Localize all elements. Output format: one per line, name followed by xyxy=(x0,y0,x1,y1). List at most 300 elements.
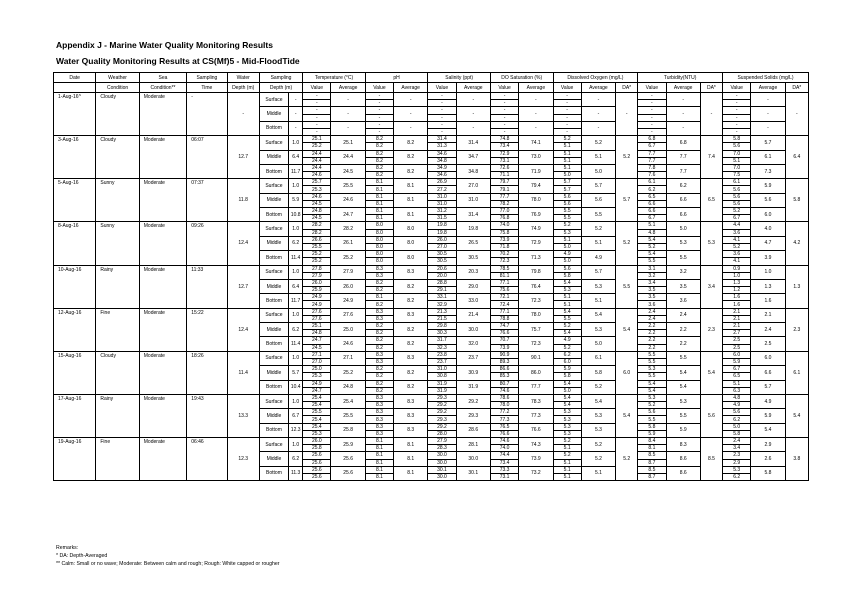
value-cell: 5.1 xyxy=(553,301,581,308)
sampling-time-cell: 06:46 xyxy=(187,438,227,481)
value-cell: 5.4 xyxy=(553,402,581,409)
average-header: Average xyxy=(581,83,615,93)
value-cell: 73.4 xyxy=(490,143,518,150)
value-cell: 25.3 xyxy=(303,186,331,193)
value-cell: - xyxy=(553,107,581,114)
average-cell: 20.3 xyxy=(456,265,490,279)
value-cell: 74.6 xyxy=(490,387,518,394)
value-cell: 1.2 xyxy=(723,287,751,294)
average-cell: 86.0 xyxy=(519,366,553,380)
value-cell: 5.6 xyxy=(723,193,751,200)
weather-cell: Rainy xyxy=(96,265,139,308)
sampling-level-cell: Bottom xyxy=(259,380,288,394)
value-cell: 25.2 xyxy=(303,251,331,258)
depth-averaged-cell: 5.2 xyxy=(616,222,638,265)
average-cell: 77.3 xyxy=(519,409,553,423)
value-cell: 23.7 xyxy=(428,358,456,365)
average-cell: 2.2 xyxy=(666,337,700,351)
average-cell: 1.6 xyxy=(751,294,785,308)
average-cell: - xyxy=(394,107,428,121)
value-cell: - xyxy=(490,100,518,107)
value-cell: 3.4 xyxy=(638,279,666,286)
value-cell: 29.2 xyxy=(428,402,456,409)
value-cell: 30.0 xyxy=(428,452,456,459)
sampling-time-cell: 15:22 xyxy=(187,308,227,351)
value-cell: 24.4 xyxy=(303,150,331,157)
value-cell: 5.4 xyxy=(553,380,581,387)
value-cell: 4.1 xyxy=(723,258,751,265)
average-cell: 26.0 xyxy=(331,279,365,293)
value-cell: 5.3 xyxy=(553,430,581,437)
average-cell: 5.4 xyxy=(581,394,615,408)
sampling-level-cell: Bottom xyxy=(259,164,288,178)
water-depth-cell: 12.7 xyxy=(227,265,259,308)
table-row xyxy=(54,93,809,100)
value-cell: 6.7 xyxy=(723,366,751,373)
value-cell: 8.0 xyxy=(365,251,393,258)
value-cell: 5.5 xyxy=(638,351,666,358)
value-cell: 2.1 xyxy=(723,315,751,322)
value-cell: 76.6 xyxy=(490,430,518,437)
average-cell: 30.0 xyxy=(456,452,490,466)
value-cell: - xyxy=(723,121,751,128)
sampling-depth-cell: 11.3 xyxy=(289,466,303,480)
value-cell: 5.5 xyxy=(553,215,581,222)
value-cell: 2.2 xyxy=(638,337,666,344)
table-row xyxy=(54,265,809,272)
value-cell: 5.8 xyxy=(723,136,751,143)
value-cell: 2.3 xyxy=(723,452,751,459)
value-cell: 25.6 xyxy=(303,473,331,480)
appendix-title: Appendix J - Marine Water Quality Monitoring Results xyxy=(56,40,273,50)
depth-averaged-cell: 5.2 xyxy=(616,438,638,481)
depth-averaged-cell: 7.4 xyxy=(700,136,722,179)
sampling-level-cell: Middle xyxy=(259,323,288,337)
sampling-level-cell: Bottom xyxy=(259,466,288,480)
value-cell: - xyxy=(723,128,751,135)
average-cell: 8.1 xyxy=(394,193,428,207)
value-cell: 8.3 xyxy=(365,423,393,430)
average-cell: - xyxy=(394,121,428,135)
value-cell: 24.8 xyxy=(303,208,331,215)
average-cell: 5.5 xyxy=(666,251,700,265)
value-cell: 81.1 xyxy=(490,272,518,279)
sampling-level-cell: Surface xyxy=(259,179,288,193)
sampling-depth-cell: 6.4 xyxy=(289,150,303,164)
average-cell: 72.3 xyxy=(519,294,553,308)
value-cell: 7.0 xyxy=(723,150,751,157)
value-cell: 5.2 xyxy=(638,402,666,409)
value-cell: 8.3 xyxy=(365,394,393,401)
average-cell: 30.9 xyxy=(456,366,490,380)
value-cell: 5.1 xyxy=(553,466,581,473)
value-cell: - xyxy=(428,93,456,100)
value-cell: 8.1 xyxy=(365,186,393,193)
value-cell: 6.7 xyxy=(723,215,751,222)
value-cell: 28.0 xyxy=(428,430,456,437)
value-cell: 5.2 xyxy=(553,452,581,459)
value-cell: 72.1 xyxy=(490,294,518,301)
average-cell: 74.1 xyxy=(519,136,553,150)
value-cell: 77.3 xyxy=(490,416,518,423)
value-cell: - xyxy=(638,100,666,107)
average-cell: 24.6 xyxy=(331,193,365,207)
average-header: Average xyxy=(331,83,365,93)
value-cell: 2.5 xyxy=(723,344,751,351)
value-cell: 2.1 xyxy=(723,308,751,315)
average-cell: 6.0 xyxy=(751,351,785,365)
value-cell: 1.6 xyxy=(723,301,751,308)
value-cell: 8.5 xyxy=(638,466,666,473)
value-cell: 7.6 xyxy=(638,172,666,179)
value-cell: 8.3 xyxy=(365,265,393,272)
weather-cell: Sunny xyxy=(96,222,139,265)
water-depth-cell: - xyxy=(227,93,259,136)
value-cell: 4.8 xyxy=(638,229,666,236)
column-subheader: Depth (m) xyxy=(259,83,302,93)
value-cell: 8.1 xyxy=(365,473,393,480)
value-cell: 5.1 xyxy=(553,473,581,480)
average-cell: 5.0 xyxy=(581,164,615,178)
value-cell: 5.6 xyxy=(723,200,751,207)
value-cell: 6.5 xyxy=(723,373,751,380)
average-cell: 5.4 xyxy=(666,366,700,380)
value-cell: 8.2 xyxy=(365,279,393,286)
value-cell: 8.1 xyxy=(365,179,393,186)
value-cell: 79.7 xyxy=(490,179,518,186)
sampling-level-cell: Surface xyxy=(259,136,288,150)
value-cell: 5.1 xyxy=(553,157,581,164)
value-header: Value xyxy=(303,83,331,93)
depth-averaged-cell: - xyxy=(700,93,722,136)
average-cell: 29.2 xyxy=(456,394,490,408)
sampling-level-cell: Bottom xyxy=(259,337,288,351)
value-cell: - xyxy=(490,128,518,135)
depth-averaged-cell: 6.5 xyxy=(700,179,722,222)
value-cell: - xyxy=(365,114,393,121)
value-cell: 8.2 xyxy=(365,380,393,387)
value-cell: - xyxy=(365,100,393,107)
value-cell: 26.0 xyxy=(428,236,456,243)
average-cell: 8.6 xyxy=(666,452,700,466)
average-cell: 5.2 xyxy=(581,438,615,452)
average-cell: 78.3 xyxy=(519,394,553,408)
value-cell: 8.2 xyxy=(365,301,393,308)
value-cell: 4.8 xyxy=(723,394,751,401)
date-cell: 15-Aug-16 xyxy=(54,351,96,394)
weather-cell: Cloudy xyxy=(96,93,139,136)
value-cell: 24.4 xyxy=(303,157,331,164)
average-cell: - xyxy=(394,93,428,107)
value-cell: 29.2 xyxy=(428,423,456,430)
value-cell: 30.1 xyxy=(428,466,456,473)
average-cell: 31.0 xyxy=(456,193,490,207)
average-cell: 8.3 xyxy=(666,438,700,452)
column-header: Turbidity(NTU) xyxy=(638,73,723,83)
sampling-time-cell: - xyxy=(187,93,227,136)
water-depth-cell: 11.8 xyxy=(227,179,259,222)
value-cell: 3.6 xyxy=(723,251,751,258)
value-cell: - xyxy=(490,121,518,128)
value-cell: 5.5 xyxy=(553,315,581,322)
value-cell: 5.8 xyxy=(553,272,581,279)
value-cell: - xyxy=(638,93,666,100)
value-cell: 31.0 xyxy=(428,193,456,200)
average-cell: 5.2 xyxy=(581,136,615,150)
water-quality-table xyxy=(53,72,809,481)
value-cell: 34.6 xyxy=(428,172,456,179)
value-cell: 31.5 xyxy=(428,215,456,222)
value-cell: 25.1 xyxy=(303,323,331,330)
average-cell: 24.7 xyxy=(331,208,365,222)
weather-cell: Fine xyxy=(96,308,139,351)
column-header: Sampling xyxy=(187,73,227,83)
average-cell: 76.9 xyxy=(519,208,553,222)
remark-line: * DA: Depth-Averaged xyxy=(56,553,108,559)
table-row xyxy=(54,351,809,358)
value-cell: 8.0 xyxy=(365,229,393,236)
sampling-level-cell: Middle xyxy=(259,366,288,380)
average-cell: 7.7 xyxy=(666,150,700,164)
average-header: Average xyxy=(394,83,428,93)
average-cell: 6.6 xyxy=(751,366,785,380)
average-cell: 8.3 xyxy=(394,409,428,423)
value-cell: 7.0 xyxy=(723,164,751,171)
average-cell: 24.4 xyxy=(331,150,365,164)
value-cell: 5.7 xyxy=(553,186,581,193)
date-cell: 8-Aug-16 xyxy=(54,222,96,265)
table-row xyxy=(54,438,809,445)
value-header: Value xyxy=(553,83,581,93)
average-cell: 8.3 xyxy=(394,351,428,365)
average-cell: 6.0 xyxy=(751,208,785,222)
average-cell: 90.1 xyxy=(519,351,553,365)
value-cell: 29.8 xyxy=(428,323,456,330)
sampling-depth-cell: 1.0 xyxy=(289,136,303,150)
sampling-depth-cell: 10.8 xyxy=(289,208,303,222)
average-cell: 73.2 xyxy=(519,466,553,480)
average-cell: - xyxy=(519,121,553,135)
value-cell: 3.4 xyxy=(723,445,751,452)
depth-averaged-cell: 4.2 xyxy=(785,222,808,265)
depth-averaged-cell: 5.4 xyxy=(700,351,722,394)
value-cell: 34.9 xyxy=(428,164,456,171)
value-cell: 4.4 xyxy=(723,222,751,229)
value-cell: 6.7 xyxy=(638,143,666,150)
value-cell: 90.9 xyxy=(490,351,518,358)
weather-cell: Fine xyxy=(96,438,139,481)
value-cell: 24.4 xyxy=(303,164,331,171)
value-cell: 8.3 xyxy=(365,409,393,416)
value-cell: - xyxy=(553,128,581,135)
value-cell: 8.1 xyxy=(365,200,393,207)
average-cell: 25.6 xyxy=(331,466,365,480)
average-cell: - xyxy=(456,121,490,135)
value-cell: 5.1 xyxy=(553,236,581,243)
depth-averaged-cell: 6.0 xyxy=(616,351,638,394)
sampling-depth-cell: 11.4 xyxy=(289,251,303,265)
average-cell: 5.6 xyxy=(751,193,785,207)
value-cell: 5.7 xyxy=(553,179,581,186)
value-cell: 73.4 xyxy=(490,459,518,466)
sampling-depth-cell: 1.0 xyxy=(289,222,303,236)
value-cell: 0.9 xyxy=(723,265,751,272)
value-cell: 71.1 xyxy=(490,172,518,179)
value-cell: - xyxy=(723,114,751,121)
value-cell: - xyxy=(553,121,581,128)
value-cell: 78.0 xyxy=(490,402,518,409)
value-cell: 5.4 xyxy=(638,251,666,258)
average-cell: 26.1 xyxy=(331,236,365,250)
value-cell: 6.1 xyxy=(638,179,666,186)
sampling-depth-cell: 5.9 xyxy=(289,193,303,207)
value-cell: 27.1 xyxy=(303,351,331,358)
value-cell: 8.3 xyxy=(365,416,393,423)
value-cell: 25.4 xyxy=(303,394,331,401)
average-cell: 8.2 xyxy=(394,164,428,178)
value-cell: 5.3 xyxy=(638,366,666,373)
average-cell: - xyxy=(666,107,700,121)
sampling-level-cell: Middle xyxy=(259,452,288,466)
average-cell: 5.0 xyxy=(666,222,700,236)
depth-averaged-cell: 2.3 xyxy=(785,308,808,351)
average-cell: 6.8 xyxy=(666,136,700,150)
value-cell: 5.3 xyxy=(553,423,581,430)
value-cell: 8.1 xyxy=(365,438,393,445)
value-cell: 2.1 xyxy=(723,323,751,330)
value-cell: 72.3 xyxy=(490,258,518,265)
average-cell: 5.4 xyxy=(581,308,615,322)
value-cell: 34.8 xyxy=(428,157,456,164)
sea-condition-cell: Moderate xyxy=(139,394,186,437)
value-cell: 29.1 xyxy=(428,287,456,294)
value-cell: 27.6 xyxy=(303,315,331,322)
sampling-level-cell: Surface xyxy=(259,222,288,236)
value-cell: 1.0 xyxy=(723,272,751,279)
average-cell: 7.7 xyxy=(666,164,700,178)
table-row xyxy=(54,179,809,186)
value-cell: 3.6 xyxy=(638,301,666,308)
value-cell: 8.2 xyxy=(365,136,393,143)
value-cell: 3.1 xyxy=(638,265,666,272)
average-cell: 6.1 xyxy=(751,150,785,164)
column-header: Sampling xyxy=(259,73,302,83)
depth-averaged-cell: 5.4 xyxy=(616,308,638,351)
average-cell: - xyxy=(581,121,615,135)
value-cell: 71.8 xyxy=(490,243,518,250)
value-cell: 30.0 xyxy=(428,473,456,480)
depth-averaged-cell: 5.6 xyxy=(700,394,722,437)
average-cell: 25.5 xyxy=(331,409,365,423)
average-cell: 3.2 xyxy=(666,265,700,279)
average-cell: 77.7 xyxy=(519,380,553,394)
date-cell: 3-Aug-16 xyxy=(54,136,96,179)
depth-averaged-cell: 3.8 xyxy=(785,438,808,481)
average-cell: 2.2 xyxy=(666,323,700,337)
value-cell: 3.6 xyxy=(723,229,751,236)
value-cell: 5.9 xyxy=(723,358,751,365)
average-cell: 25.2 xyxy=(331,251,365,265)
average-cell: - xyxy=(751,121,785,135)
value-cell: 74.8 xyxy=(490,136,518,143)
value-cell: 8.3 xyxy=(365,402,393,409)
value-cell: 8.1 xyxy=(365,466,393,473)
value-cell: 6.3 xyxy=(723,387,751,394)
value-cell: 8.1 xyxy=(638,445,666,452)
value-cell: - xyxy=(553,100,581,107)
average-cell: 34.7 xyxy=(456,150,490,164)
depth-averaged-cell: - xyxy=(785,93,808,136)
value-cell: 4.9 xyxy=(553,251,581,258)
average-cell: 24.8 xyxy=(331,380,365,394)
value-cell: 5.1 xyxy=(553,164,581,171)
depth-averaged-cell: - xyxy=(616,93,638,136)
value-cell: 5.5 xyxy=(638,373,666,380)
sampling-depth-cell: 12.3 xyxy=(289,423,303,437)
average-cell: 79.8 xyxy=(519,265,553,279)
average-cell: 8.1 xyxy=(394,179,428,193)
average-cell: 8.6 xyxy=(666,466,700,480)
average-cell: 33.0 xyxy=(456,294,490,308)
average-cell: 5.7 xyxy=(581,265,615,279)
value-cell: 28.8 xyxy=(428,279,456,286)
average-cell: 5.5 xyxy=(666,409,700,423)
value-cell: 6.0 xyxy=(553,358,581,365)
table-row xyxy=(54,308,809,315)
value-cell: 5.1 xyxy=(553,459,581,466)
depth-averaged-cell: 5.4 xyxy=(785,394,808,437)
average-cell: 21.4 xyxy=(456,308,490,322)
average-cell: 27.6 xyxy=(331,308,365,322)
sampling-depth-cell: 6.7 xyxy=(289,409,303,423)
average-cell: 24.5 xyxy=(331,164,365,178)
value-cell: 8.2 xyxy=(365,143,393,150)
value-cell: - xyxy=(638,121,666,128)
sampling-depth-cell: 11.4 xyxy=(289,337,303,351)
value-cell: - xyxy=(428,107,456,114)
average-cell: 5.5 xyxy=(666,351,700,365)
value-cell: 6.2 xyxy=(553,351,581,358)
sea-condition-cell: Moderate xyxy=(139,222,186,265)
value-cell: - xyxy=(490,93,518,100)
value-cell: 5.5 xyxy=(638,416,666,423)
value-cell: 74.0 xyxy=(490,222,518,229)
sampling-time-cell: 06:07 xyxy=(187,136,227,179)
value-cell: 76.6 xyxy=(490,330,518,337)
value-cell: 77.0 xyxy=(490,208,518,215)
value-cell: 8.5 xyxy=(638,452,666,459)
value-cell: 2.4 xyxy=(723,438,751,445)
value-cell: 6.7 xyxy=(638,215,666,222)
sampling-depth-cell: 10.4 xyxy=(289,380,303,394)
value-cell: 8.7 xyxy=(638,459,666,466)
value-cell: 8.0 xyxy=(365,236,393,243)
value-cell: 8.3 xyxy=(365,315,393,322)
value-cell: 1.6 xyxy=(723,294,751,301)
value-cell: 73.9 xyxy=(490,236,518,243)
depth-averaged-cell: 5.8 xyxy=(785,179,808,222)
average-cell: 28.2 xyxy=(331,222,365,236)
value-cell: 28.2 xyxy=(303,229,331,236)
average-cell: 6.1 xyxy=(581,351,615,365)
date-cell: 1-Aug-16^ xyxy=(54,93,96,136)
value-cell: 5.3 xyxy=(553,409,581,416)
table-row xyxy=(54,136,809,143)
average-cell: - xyxy=(456,93,490,107)
sampling-level-cell: Surface xyxy=(259,351,288,365)
average-cell: - xyxy=(751,107,785,121)
average-cell: 5.8 xyxy=(751,466,785,480)
